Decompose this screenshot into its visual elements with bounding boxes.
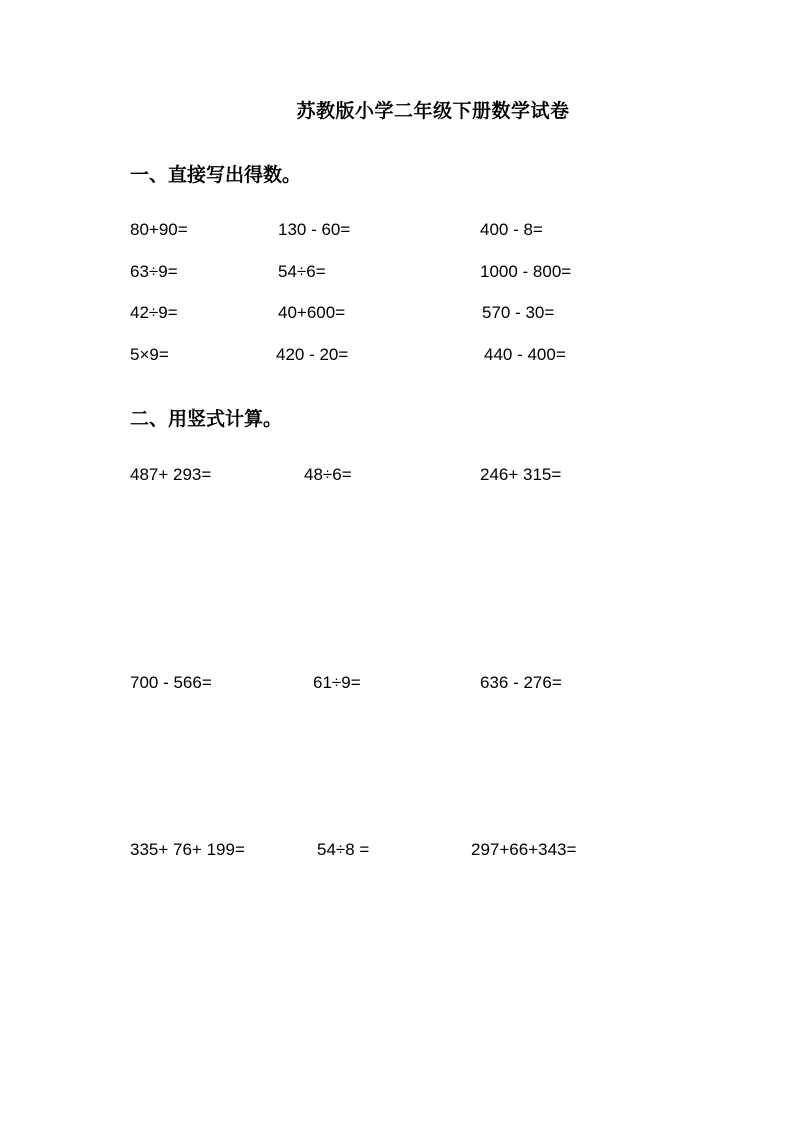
problem-1-9: 570 - 30= — [482, 303, 555, 322]
problem-1-8: 40+600= — [278, 303, 346, 322]
problem-1-6: 1000 - 800= — [480, 262, 572, 281]
problem-2-7: 335+ 76+ 199= — [130, 840, 245, 859]
problem-2-9: 297+66+343= — [471, 840, 577, 859]
problem-1-2: 130 - 60= — [278, 220, 351, 239]
problem-2-6: 636 - 276= — [480, 673, 562, 692]
problem-2-3: 246+ 315= — [480, 465, 562, 484]
problem-1-7: 42÷9= — [130, 303, 178, 322]
problem-2-5: 61÷9= — [313, 673, 361, 692]
problem-1-10: 5×9= — [130, 345, 169, 364]
problem-1-11: 420 - 20= — [276, 345, 349, 364]
problem-1-4: 63÷9= — [130, 262, 178, 281]
problem-2-4: 700 - 566= — [130, 673, 212, 692]
section-1-heading: 一、直接写出得数。 — [130, 164, 302, 186]
page-title: 苏教版小学二年级下册数学试卷 — [296, 100, 570, 122]
section-2-heading: 二、用竖式计算。 — [130, 408, 283, 430]
problem-1-3: 400 - 8= — [480, 220, 543, 239]
problem-1-12: 440 - 400= — [484, 345, 566, 364]
problem-2-2: 48÷6= — [304, 465, 352, 484]
problem-1-5: 54÷6= — [278, 262, 326, 281]
problem-2-8: 54÷8 = — [317, 840, 370, 859]
problem-1-1: 80+90= — [130, 220, 188, 239]
problem-2-1: 487+ 293= — [130, 465, 212, 484]
